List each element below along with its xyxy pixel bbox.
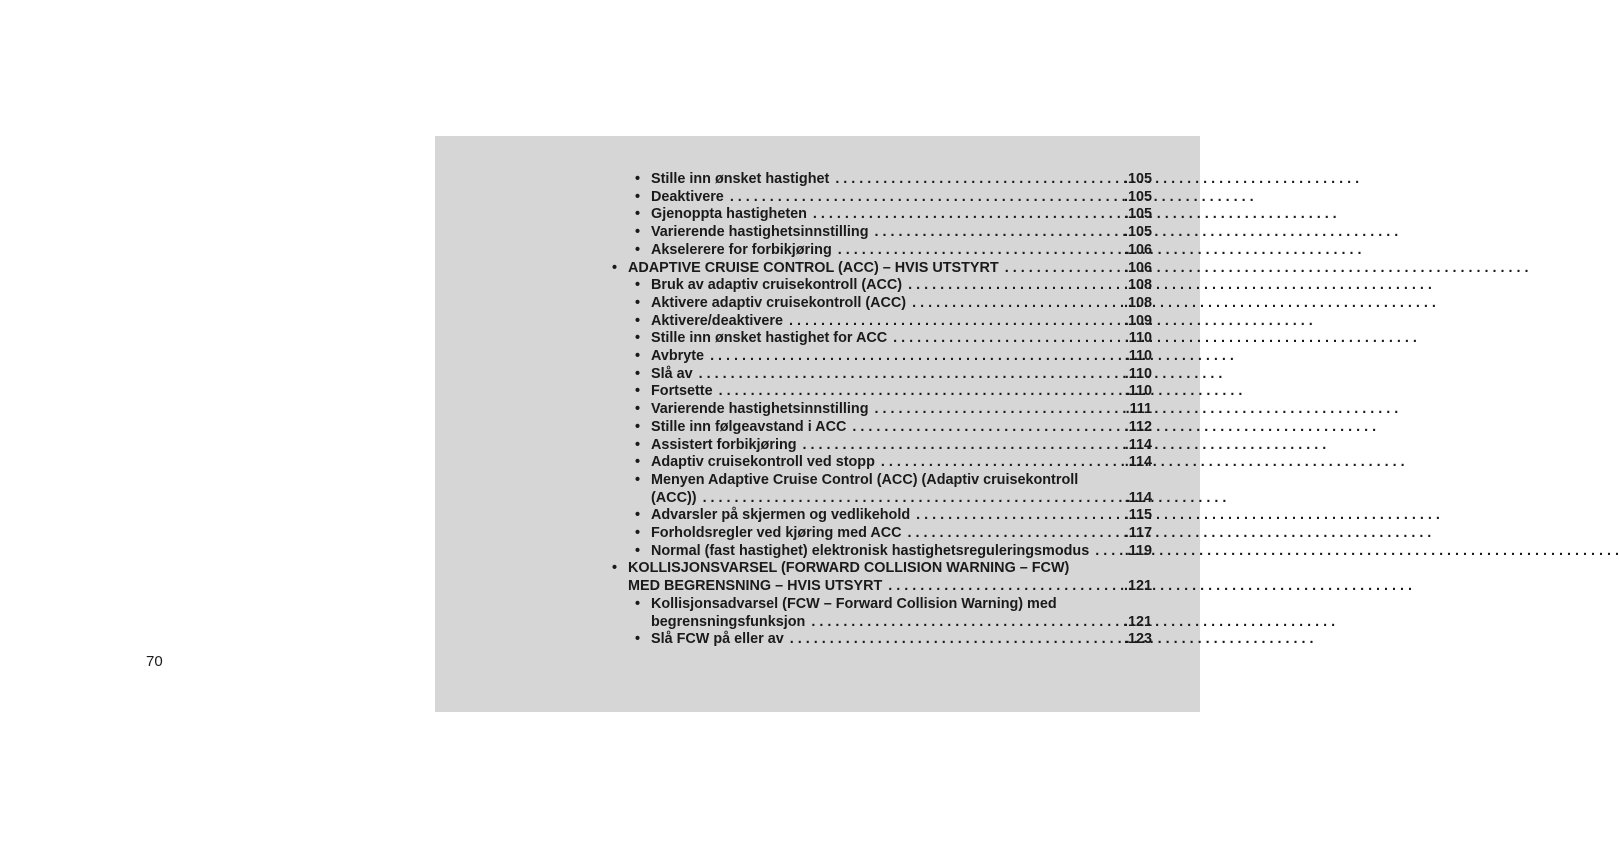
toc-entry-page: .105 <box>1123 171 1152 187</box>
toc-entry[interactable] <box>610 525 1152 543</box>
toc-entry-page: .114 <box>1124 436 1152 453</box>
dot-leader <box>875 454 1125 472</box>
dot-leader <box>887 330 1125 348</box>
toc-entry-page: .108 <box>1123 277 1152 294</box>
toc-entry[interactable] <box>610 224 1152 242</box>
toc-entry-title: Stille inn ønsket hastighet <box>651 171 830 187</box>
toc-entry[interactable] <box>610 171 1152 189</box>
toc-entry-page: .108 <box>1123 294 1152 311</box>
bullet-icon: • <box>635 525 641 542</box>
toc-entry-page: .112 <box>1124 418 1152 435</box>
toc-entry-page: .119 <box>1124 542 1152 559</box>
table-of-contents <box>610 171 1152 649</box>
toc-entry-title: Gjenoppta hastigheten <box>651 206 807 223</box>
bullet-icon: • <box>635 206 641 223</box>
dot-leader <box>999 260 1124 278</box>
toc-entry[interactable] <box>610 560 1152 595</box>
toc-entry-title-line: KOLLISJONSVARSEL (FORWARD COLLISION WARNING – FCW) <box>628 560 1070 577</box>
toc-entry-page: .121 <box>1123 578 1152 595</box>
dot-leader <box>869 224 1124 242</box>
toc-entry-page: .114 <box>1124 489 1152 506</box>
toc-entry-title: Varierende hastighetsinnstilling <box>651 401 869 418</box>
bullet-icon: • <box>635 418 641 435</box>
toc-entry[interactable] <box>610 401 1152 419</box>
toc-entry-title: ADAPTIVE CRUISE CONTROL (ACC) – HVIS UTSTYRT <box>628 259 999 276</box>
toc-entry-page: .110 <box>1124 365 1152 382</box>
toc-entry-title: Aktivere adaptiv cruisekontroll (ACC) <box>651 294 907 311</box>
bullet-icon: • <box>635 595 641 612</box>
bullet-icon: • <box>635 241 641 258</box>
toc-entry-title-line: Menyen Adaptive Cruise Control (ACC) (Adaptiv cruisekontroll <box>651 471 1079 488</box>
toc-entry[interactable] <box>610 313 1152 331</box>
toc-entry-title: Forholdsregler ved kjøring med ACC <box>651 525 902 542</box>
page-number: 70 <box>146 653 163 670</box>
bullet-icon: • <box>635 294 641 311</box>
dot-leader <box>697 490 1125 508</box>
toc-entry[interactable] <box>610 437 1152 455</box>
toc-entry[interactable] <box>610 507 1152 525</box>
toc-entry[interactable] <box>610 242 1152 260</box>
toc-entry-page: .123 <box>1123 631 1152 648</box>
toc-entry-page: .105 <box>1123 224 1152 241</box>
bullet-icon: • <box>635 436 641 453</box>
toc-entry-title: begrensningsfunksjon <box>651 613 806 630</box>
toc-entry-title: MED BEGRENSNING – HVIS UTSYRT <box>628 578 883 595</box>
dot-leader <box>902 277 1124 295</box>
toc-entry[interactable] <box>610 348 1152 366</box>
bullet-icon: • <box>635 365 641 382</box>
bullet-icon: • <box>635 171 641 187</box>
toc-entry-title: Slå FCW på eller av <box>651 631 784 648</box>
dot-leader <box>784 631 1124 649</box>
toc-entry-title: Avbryte <box>651 348 705 365</box>
bullet-icon: • <box>635 277 641 294</box>
toc-entry[interactable] <box>610 206 1152 224</box>
dot-leader <box>829 171 1124 189</box>
dot-leader <box>1089 543 1125 561</box>
toc-entry-page: .121 <box>1123 613 1152 630</box>
toc-entry-title: Stille inn følgeavstand i ACC <box>651 418 847 435</box>
toc-entry-title: Deaktivere <box>651 188 724 205</box>
toc-entry-title: Varierende hastighetsinnstilling <box>651 224 869 241</box>
toc-entry-page: .110 <box>1124 348 1152 365</box>
toc-entry[interactable] <box>610 383 1152 401</box>
toc-entry-page: .115 <box>1124 507 1152 524</box>
bullet-icon: • <box>635 471 641 488</box>
bullet-icon: • <box>635 401 641 418</box>
bullet-icon: • <box>635 383 641 400</box>
bullet-icon: • <box>635 542 641 559</box>
toc-entry-page: .105 <box>1123 188 1152 205</box>
dot-leader <box>807 206 1124 224</box>
dot-leader <box>910 507 1125 525</box>
bullet-icon: • <box>635 507 641 524</box>
toc-entry[interactable] <box>610 277 1152 295</box>
toc-entry-title: (ACC)) <box>651 489 697 506</box>
dot-leader <box>832 242 1124 260</box>
toc-entry-title: Akselerere for forbikjøring <box>651 241 832 258</box>
bullet-icon: • <box>635 330 641 347</box>
bullet-icon: • <box>635 348 641 365</box>
dot-leader <box>902 525 1125 543</box>
toc-entry-title: Slå av <box>651 365 693 382</box>
toc-entry-title: Advarsler på skjermen og vedlikehold <box>651 507 911 524</box>
toc-entry[interactable] <box>610 472 1152 507</box>
bullet-icon: • <box>635 631 641 648</box>
toc-entry-page: .106 <box>1123 241 1152 258</box>
dot-leader <box>882 578 1124 596</box>
toc-entry[interactable] <box>610 631 1152 649</box>
bullet-icon: • <box>612 560 618 577</box>
dot-leader <box>704 348 1125 366</box>
dot-leader <box>783 313 1124 331</box>
dot-leader <box>724 189 1124 207</box>
bullet-icon: • <box>635 454 641 471</box>
toc-entry-title: Adaptiv cruisekontroll ved stopp <box>651 454 875 471</box>
toc-entry-title: Bruk av adaptiv cruisekontroll (ACC) <box>651 277 903 294</box>
toc-entry[interactable] <box>610 366 1152 384</box>
toc-entry[interactable] <box>610 543 1152 561</box>
dot-leader <box>869 401 1126 419</box>
bullet-icon: • <box>612 259 618 276</box>
dot-leader <box>846 419 1124 437</box>
toc-entry-page: .110 <box>1124 383 1152 400</box>
toc-entry-title: Aktivere/deaktivere <box>651 312 783 329</box>
toc-entry-title-line: Kollisjonsadvarsel (FCW – Forward Collision Warning) med <box>651 595 1057 612</box>
toc-entry-title: Assistert forbikjøring <box>651 436 797 453</box>
toc-entry[interactable] <box>610 295 1152 313</box>
toc-entry-page: .111 <box>1125 401 1152 418</box>
toc-entry-title: Stille inn ønsket hastighet for ACC <box>651 330 888 347</box>
toc-entry[interactable] <box>610 260 1152 278</box>
toc-entry-page: .106 <box>1123 259 1152 276</box>
toc-entry[interactable] <box>610 419 1152 437</box>
toc-entry-page: .109 <box>1123 312 1152 329</box>
dot-leader <box>713 383 1125 401</box>
bullet-icon: • <box>635 224 641 241</box>
toc-entry-title: Fortsette <box>651 383 713 400</box>
bullet-icon: • <box>635 188 641 205</box>
toc-entry[interactable] <box>610 330 1152 348</box>
toc-entry-page: .117 <box>1124 525 1152 542</box>
toc-entry[interactable] <box>610 596 1152 631</box>
toc-entry-title: Normal (fast hastighet) elektronisk hastighetsreguleringsmodus <box>651 542 1090 559</box>
dot-leader <box>805 614 1124 632</box>
bullet-icon: • <box>635 312 641 329</box>
toc-entry-page: .105 <box>1123 206 1152 223</box>
dot-leader <box>797 437 1125 455</box>
toc-entry-page: .114 <box>1124 454 1152 471</box>
toc-entry-page: .110 <box>1124 330 1152 347</box>
toc-entry[interactable] <box>610 454 1152 472</box>
dot-leader <box>906 295 1124 313</box>
dot-leader <box>693 366 1125 384</box>
toc-entry[interactable] <box>610 189 1152 207</box>
